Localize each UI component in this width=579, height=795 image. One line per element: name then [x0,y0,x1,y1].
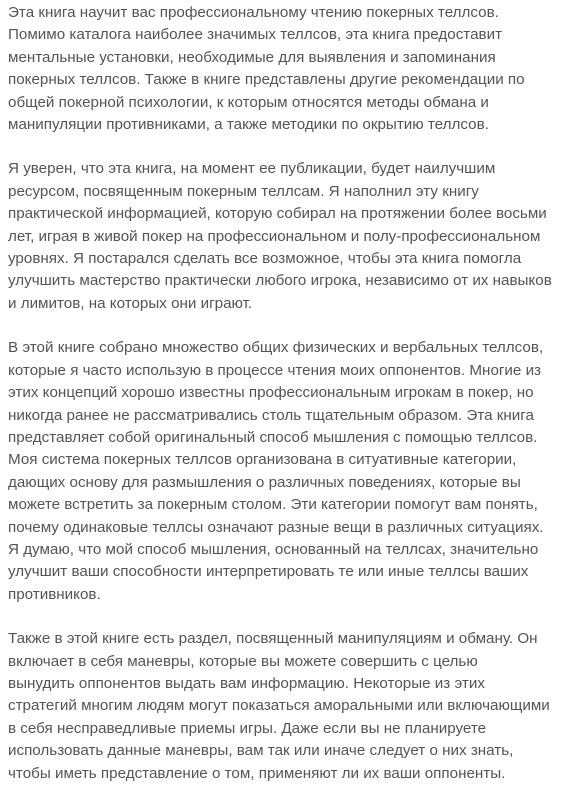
text-line: ментальные установки, необходимые для выявления и запоминания [8,48,496,66]
text-line: улучшит ваши способности интерпретировать те или иные теллсы ваших [8,563,529,581]
text-line: общей покерной психологии, к которым относятся методы обмана и [8,93,489,111]
text-line: Я уверен, что эта книга, на момент ее публикации, будет наилучшим [8,160,496,178]
text-line: представляет собой оригинальный способ мышления с помощью теллсов. [8,428,538,446]
text-line: покерных теллсов. Также в книге представлены другие рекомендации по [8,71,525,89]
text-line: чтобы иметь представление о том, применяют ли их ваши оппоненты. [8,764,506,782]
text-line: противников. [8,585,101,603]
text-line: использовать данные маневры, вам так или иначе следует о них знать, [8,742,514,760]
text-line: уровнях. Я постарался сделать все возможное, чтобы эта книга помогла [8,250,522,268]
text-line: ресурсом, посвященным покерным теллсам. Я наполнил эту книгу [8,182,479,200]
text-line: лет, играя в живой покер на профессиональном и полу-профессиональном [8,227,541,245]
text-line: улучшить мастерство практически любого игрока, независимо от их навыков [8,272,552,290]
text-line: Я думаю, что мой способ мышления, основанный на теллсах, значительно [8,540,539,558]
text-line: вынудить оппонентов выдать вам информацию. Некоторые из этих [8,674,485,692]
text-line: почему одинаковые теллсы означают разные вещи в различных ситуациях. [8,518,544,536]
text-line: и лимитов, на которых они играют. [8,294,253,312]
text-line: можете встретить за покерным столом. Эти категории помогут вам понять, [8,496,538,514]
text-line: Эта книга научит вас профессиональному чтению покерных теллсов. [8,4,499,21]
paragraph-manipulation [8,628,579,785]
text-line: стратегий многим людям могут показаться аморальными или включающими [8,697,550,715]
paragraph-author-confidence [8,158,579,315]
text-line: Также в этой книге есть раздел, посвященный манипуляциям и обману. Он [8,630,538,648]
paragraph-intro [8,2,579,136]
text-line: в себя несправедливые приемы игры. Даже если вы не планируете [8,719,487,737]
text-line: Помимо каталога наиболее значимых теллсов, эта книга предоставит [8,26,503,44]
text-line: В этой книге собрано множество общих физических и вербальных теллсов, [8,339,544,357]
text-line: которые я часто использую в процессе чтения моих оппонентов. Многие из [8,361,542,379]
text-line: Моя система покерных теллсов организована в ситуативные категории, [8,451,517,469]
text-line: манипуляции противниками, а также методики по окрытию теллсов. [8,116,489,134]
text-line: никогда ранее не рассматривались столь тщательным образом. Эта книга [8,406,534,424]
paragraph-tells-system [8,337,579,606]
text-line: включает в себя маневры, которые вы можете совершить с целью [8,652,478,670]
text-line: дающих основу для размышления о различных поведениях, которые вы [8,473,521,491]
text-line: практической информацией, которую собирал на протяжении более восьми [8,205,547,223]
text-line: этих концепций хорошо известны профессиональным игрокам в покер, но [8,384,534,402]
